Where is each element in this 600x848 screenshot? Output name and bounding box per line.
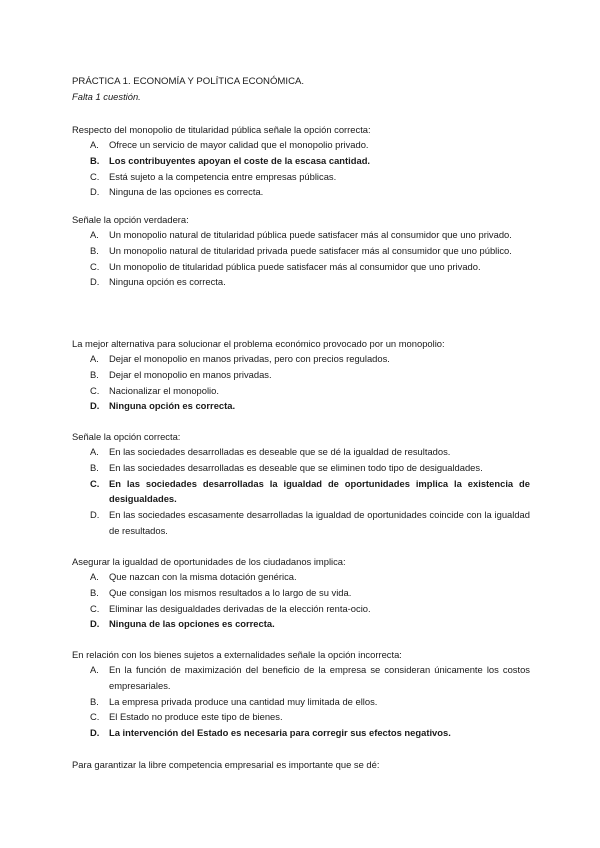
option-a <box>72 662 530 694</box>
option-letter: B. <box>90 461 99 473</box>
option-text: Dejar el monopolio en manos privadas, pero con precios regulados. <box>109 353 390 364</box>
option-text: Que nazcan con la misma dotación genérica. <box>109 571 297 582</box>
option-letter: B. <box>90 368 99 380</box>
option-c <box>72 601 530 617</box>
option-letter: C. <box>90 602 100 614</box>
option-c <box>72 709 530 725</box>
document-title: PRÁCTICA 1. ECONOMÍA Y POLÍTICA ECONÓMICA. <box>72 76 305 87</box>
option-d-correct <box>72 616 530 632</box>
option-text: Ninguna de las opciones es correcta. <box>109 618 275 630</box>
question-stem: En relación con los bienes sujetos a externalidades señale la opción incorrecta: <box>72 649 402 660</box>
option-letter: C. <box>90 711 100 723</box>
option-letter: A. <box>90 229 99 240</box>
option-text: Ofrece un servicio de mayor calidad que el monopolio privado. <box>109 139 369 150</box>
document-subtitle: Falta 1 cuestión. <box>72 91 141 102</box>
option-text: En las sociedades escasamente desarrolladas la igualdad de oportunidades coincide con la igualdad de resultados. <box>109 509 530 536</box>
option-text: En las sociedades desarrolladas es deseable que se eliminen todo tipo de desigualdades. <box>109 461 483 473</box>
option-b <box>72 694 530 710</box>
option-letter: A. <box>90 664 99 675</box>
option-text: Que consigan los mismos resultados a lo largo de su vida. <box>109 586 352 598</box>
option-a <box>72 137 530 153</box>
question-7 <box>72 757 530 772</box>
question-6 <box>72 647 530 741</box>
option-d <box>72 184 530 200</box>
option-text: Los contribuyentes apoyan el coste de la escasa cantidad. <box>109 154 371 166</box>
question-2 <box>72 212 530 290</box>
option-a <box>72 227 530 243</box>
option-letter: B. <box>90 586 99 598</box>
option-text: En las sociedades desarrolladas la igualdad de oportunidades implica la existencia de desigualdades. <box>109 477 530 505</box>
option-letter: B. <box>90 244 99 256</box>
option-text: Está sujeto a la competencia entre empresas públicas. <box>109 170 337 182</box>
option-text: Un monopolio natural de titularidad privada puede satisfacer más al consumidor que uno público. <box>109 244 512 256</box>
option-b <box>72 367 530 383</box>
option-letter: B. <box>90 695 99 707</box>
question-1 <box>72 122 530 200</box>
question-stem: Señale la opción verdadera: <box>72 214 189 225</box>
option-a <box>72 444 530 460</box>
question-stem: Para garantizar la libre competencia empresarial es importante que se dé: <box>72 759 380 770</box>
option-letter: D. <box>90 186 100 198</box>
option-text: La intervención del Estado es necesaria para corregir sus efectos negativos. <box>109 727 451 739</box>
option-c <box>72 169 530 185</box>
option-text: El Estado no produce este tipo de bienes. <box>109 711 283 723</box>
option-text: Ninguna de las opciones es correcta. <box>109 186 264 198</box>
option-c-correct <box>72 476 530 508</box>
option-letter: C. <box>90 384 100 396</box>
option-letter: D. <box>90 400 100 412</box>
option-a <box>72 569 530 585</box>
option-d-correct <box>72 725 530 741</box>
option-d-correct <box>72 398 530 414</box>
option-text: Eliminar las desigualdades derivadas de la elección renta-ocio. <box>109 602 371 614</box>
option-b-correct <box>72 153 530 169</box>
option-b <box>72 460 530 476</box>
option-letter: C. <box>90 477 100 489</box>
option-a <box>72 351 530 367</box>
option-text: En las sociedades desarrolladas es deseable que se dé la igualdad de resultados. <box>109 446 451 457</box>
option-letter: A. <box>90 139 99 150</box>
option-text: Dejar el monopolio en manos privadas. <box>109 368 272 380</box>
question-stem: La mejor alternativa para solucionar el problema económico provocado por un monopolio: <box>72 338 445 349</box>
option-d <box>72 274 530 290</box>
option-letter: A. <box>90 446 99 457</box>
option-text: Nacionalizar el monopolio. <box>109 384 219 396</box>
option-text: En la función de maximización del beneficio de la empresa se consideran únicamente los costos empresariales. <box>109 664 530 691</box>
question-stem: Respecto del monopolio de titularidad pública señale la opción correcta: <box>72 124 371 135</box>
option-letter: D. <box>90 276 100 288</box>
question-stem: Asegurar la igualdad de oportunidades de los ciudadanos implica: <box>72 556 346 567</box>
question-5 <box>72 554 530 632</box>
option-b <box>72 585 530 601</box>
option-letter: C. <box>90 260 100 272</box>
option-text: Un monopolio natural de titularidad pública puede satisfacer más al consumidor que uno privado. <box>109 229 512 240</box>
option-letter: B. <box>90 154 100 166</box>
option-c <box>72 383 530 399</box>
option-b <box>72 243 530 259</box>
option-text: Ninguna opción es correcta. <box>109 400 236 412</box>
option-letter: C. <box>90 170 100 182</box>
option-letter: D. <box>90 618 100 630</box>
option-d <box>72 507 530 539</box>
option-text: Un monopolio de titularidad pública puede satisfacer más al consumidor que uno privado. <box>109 260 481 272</box>
question-4 <box>72 429 530 539</box>
option-c <box>72 259 530 275</box>
option-text: La empresa privada produce una cantidad muy limitada de ellos. <box>109 695 378 707</box>
option-letter: A. <box>90 353 99 364</box>
question-stem: Señale la opción correcta: <box>72 431 181 442</box>
option-letter: A. <box>90 571 99 582</box>
option-letter: D. <box>90 727 100 739</box>
option-text: Ninguna opción es correcta. <box>109 276 226 288</box>
option-letter: D. <box>90 509 100 521</box>
question-3 <box>72 336 530 414</box>
